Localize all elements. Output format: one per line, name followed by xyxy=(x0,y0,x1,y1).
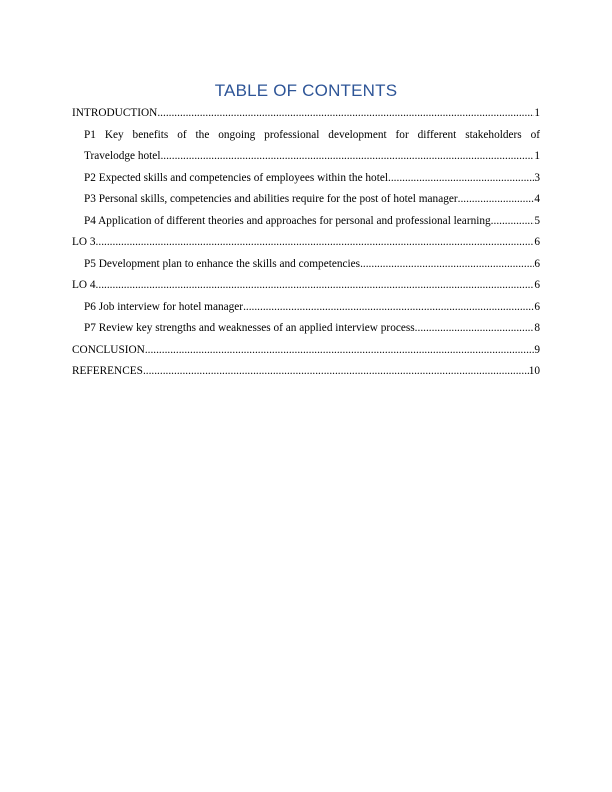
toc-entry-lo4[interactable] xyxy=(72,275,540,297)
toc-page-number: 6 xyxy=(534,279,540,291)
toc-leader-dots xyxy=(458,189,535,211)
toc-page-number: 1 xyxy=(534,107,540,119)
toc-title: TABLE OF CONTENTS xyxy=(214,81,398,100)
toc-entry-text: P4 Application of different theories and approaches for personal and professional learning xyxy=(84,214,491,227)
toc-entry-text: P3 Personal skills, competencies and abilities require for the post of hotel manager xyxy=(84,193,458,205)
toc-leader-dots xyxy=(145,340,535,362)
toc-entry-p1-line2[interactable] xyxy=(72,146,540,168)
toc-leader-dots xyxy=(157,103,534,125)
toc-entry-text: Travelodge hotel xyxy=(84,150,161,162)
toc-page-number: 1 xyxy=(534,150,540,162)
toc-entry-text: P7 Review key strengths and weaknesses of an applied interview process xyxy=(84,322,415,334)
toc-entry-p2[interactable] xyxy=(72,168,540,190)
toc-entry-conclusion[interactable] xyxy=(72,340,540,362)
toc-entry-text: LO 3 xyxy=(72,236,96,248)
table-of-contents xyxy=(72,103,540,383)
toc-leader-dots xyxy=(360,254,534,276)
toc-entry-p4[interactable] xyxy=(72,211,540,233)
toc-entry-lo3[interactable] xyxy=(72,232,540,254)
toc-page-number: 6 xyxy=(534,300,540,313)
toc-entry-text: CONCLUSION xyxy=(72,343,145,356)
toc-leader-dots xyxy=(491,211,535,233)
toc-page-number: 6 xyxy=(534,236,540,248)
toc-page-number: 10 xyxy=(528,365,540,377)
toc-entry-introduction[interactable] xyxy=(72,103,540,125)
toc-entry-references[interactable] xyxy=(72,361,540,383)
toc-page-number: 6 xyxy=(534,257,540,270)
toc-entry-p6[interactable] xyxy=(72,297,540,319)
toc-page-number: 5 xyxy=(534,214,540,227)
toc-page-number: 9 xyxy=(534,343,540,356)
toc-entry-p3[interactable] xyxy=(72,189,540,211)
toc-leader-dots xyxy=(415,318,535,340)
toc-leader-dots xyxy=(243,297,534,319)
toc-entry-text: P5 Development plan to enhance the skills and competencies xyxy=(84,257,361,270)
toc-entry-text: REFERENCES xyxy=(72,365,143,377)
toc-entry-p5[interactable] xyxy=(72,254,540,276)
toc-page-number: 4 xyxy=(534,193,540,205)
toc-entry-p1-line1[interactable]: P1 Key benefits of the ongoing professional development for different stakeholders of xyxy=(84,128,540,141)
toc-page-number: 8 xyxy=(534,322,540,334)
toc-leader-dots xyxy=(143,361,529,383)
toc-leader-dots xyxy=(160,146,534,168)
toc-entry-text: INTRODUCTION xyxy=(72,107,158,119)
toc-page-number: 3 xyxy=(534,171,540,184)
toc-leader-dots xyxy=(388,168,534,190)
toc-leader-dots xyxy=(96,275,535,297)
toc-entry-text: P2 Expected skills and competencies of employees within the hotel xyxy=(84,171,389,184)
toc-entry-text: LO 4 xyxy=(72,279,96,291)
toc-entry-p7[interactable] xyxy=(72,318,540,340)
toc-leader-dots xyxy=(96,232,535,254)
toc-entry-text: P6 Job interview for hotel manager xyxy=(84,300,244,313)
